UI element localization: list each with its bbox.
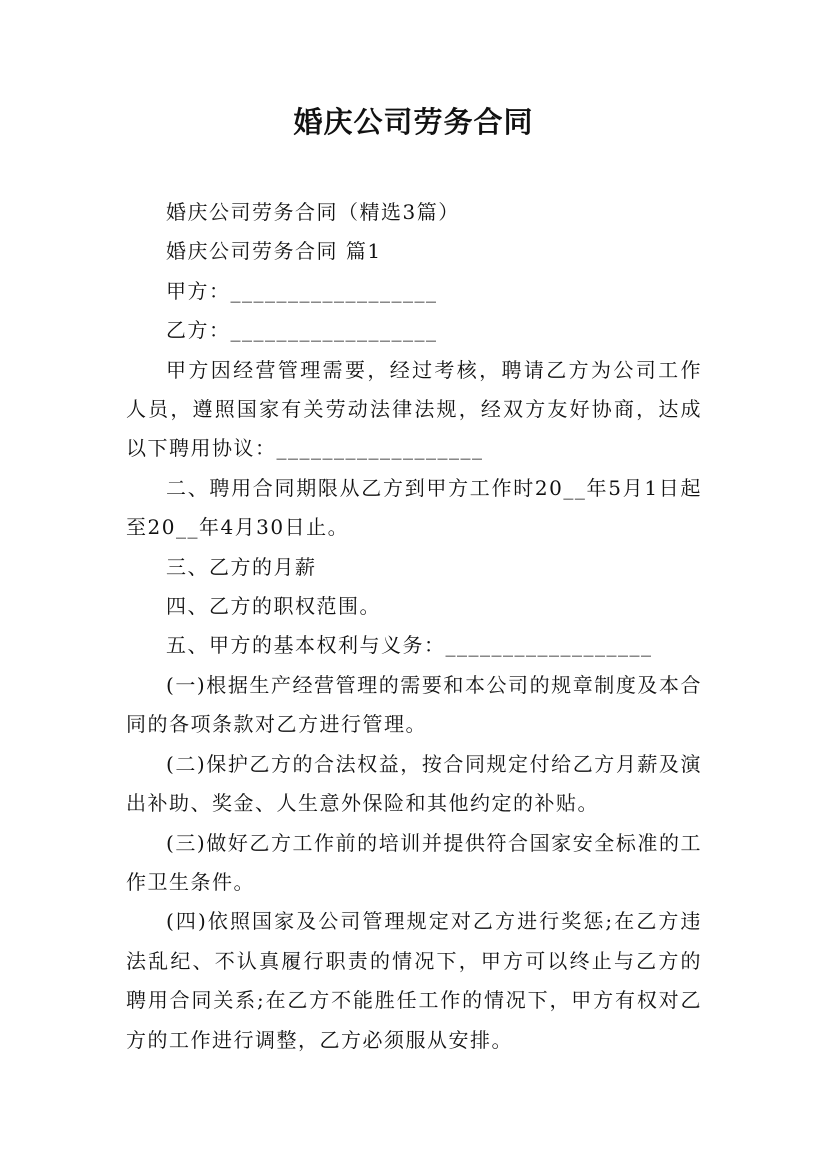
paragraph-item-3: (三)做好乙方工作前的培训并提供符合国家安全标准的工作卫生条件。 (126, 830, 702, 894)
paragraph-section-heading: 婚庆公司劳务合同 篇1 (166, 239, 382, 264)
paragraph-clause-5: 五、甲方的基本权利与义务：__________________ (166, 633, 653, 658)
document-title: 婚庆公司劳务合同 (293, 105, 534, 139)
paragraph-preamble: 甲方因经营管理需要，经过考核，聘请乙方为公司工作人员，遵照国家有关劳动法律法规，经双方友好协商，达成以下聘用协议：__________________ (126, 357, 702, 461)
paragraph-item-1: (一)根据生产经营管理的需要和本公司的规章制度及本合同的各项条款对乙方进行管理。 (126, 672, 702, 737)
paragraph-clause-2: 二、聘用合同期限从乙方到甲方工作时20__年5月1日起至20__年4月30日止。 (126, 475, 702, 540)
document-body (126, 193, 702, 1060)
paragraph-party-a: 甲方：__________________ (166, 278, 438, 303)
paragraph-party-b: 乙方：__________________ (166, 318, 438, 343)
paragraph-clause-3: 三、乙方的月薪 (166, 554, 317, 579)
paragraph-item-4: (四)依照国家及公司管理规定对乙方进行奖惩;在乙方违法乱纪、不认真履行职责的情况下，甲方可以终止与乙方的聘用合同关系;在乙方不能胜任工作的情况下，甲方有权对乙方的工作进行调整，乙方必须服从安排。 (126, 909, 702, 1052)
paragraph-item-2: (二)保护乙方的合法权益，按合同规定付给乙方月薪及演出补助、奖金、人生意外保险和其他约定的补贴。 (126, 751, 702, 816)
paragraph-subtitle: 婚庆公司劳务合同（精选3篇） (166, 200, 460, 224)
paragraph-clause-4: 四、乙方的职权范围。 (166, 594, 381, 619)
